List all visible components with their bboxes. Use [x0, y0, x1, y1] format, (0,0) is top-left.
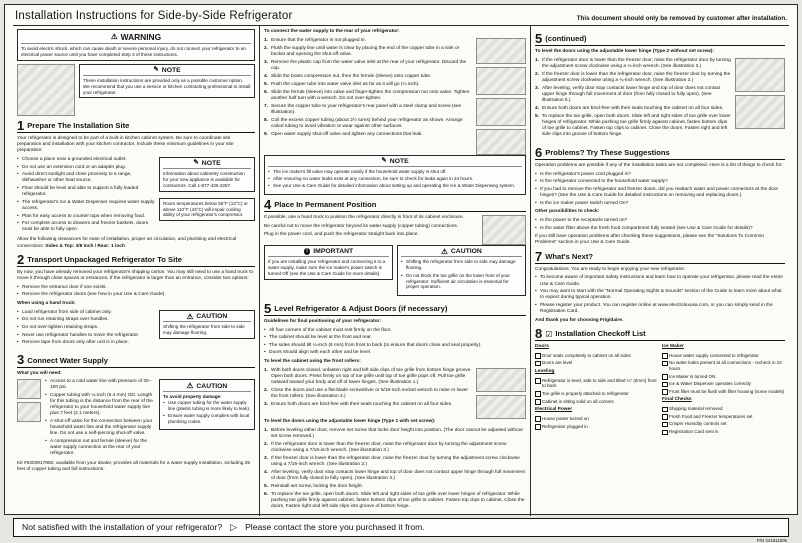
list-item: Remove the plastic cap from the water valve inlet at the rear of your refrigerator. Discard the cap. — [271, 59, 467, 71]
checkoff-heading-leveling: Leveling — [535, 368, 555, 374]
pencil-icon: ✎ — [193, 159, 199, 167]
column-right — [531, 26, 789, 516]
section-8-number: 8 — [535, 325, 543, 341]
section-5-continued-heading — [535, 33, 785, 46]
list-item: Coil the excess copper tubing (about 2½ turns) behind your refrigerator as shown. Arrange coiled tubing to avoid vibration or wear against other surfaces. — [271, 117, 463, 129]
list-item: Fresh Food and Freezer temperatures set — [662, 414, 785, 420]
section-4-p3: Plug in the power cord, and push the refrigerator straight back into place. — [264, 232, 419, 238]
page-title: Installation Instructions for Side-by-Side Refrigerator — [15, 10, 293, 22]
warning-text: To avoid electric shock, which can cause death or severe personal injury, do not connect your refrigerator to an electrical power source until you have completed Step 3 of these instructions. — [21, 46, 246, 57]
water-note-box — [264, 155, 526, 195]
list-item: • Plan for easy access to counter tops when removing food. — [17, 214, 155, 220]
list-item: • Access to a cold water line with pressure of 30–100 psi. — [45, 379, 155, 391]
list-item: House water supply connected to refrigerator — [662, 353, 785, 359]
warning-box — [17, 29, 255, 61]
list-item: • After ensuring no water leaks exist at any connection, be sure to check for leaks again in 24 hours. — [268, 176, 522, 182]
checkoff-right-column — [662, 344, 785, 438]
list-item: If the refrigerator door is lower than the freezer door, raise the refrigerator door by turning the adjustment screw clockwise using a ¼-inch wrench. (See illustration 3.) — [542, 57, 731, 69]
list-item: Registration Card sent in — [662, 429, 785, 435]
list-item: • The ice maker's fill valve may operate noisily if the household water supply is shut off. — [268, 169, 522, 175]
section-6-closing: If you still have operation problems after checking these suggestions, please see the "Solutions To Common Problems" section in your Use & Care Guide. — [535, 234, 765, 246]
list-item: • Do not use an extension cord or an adapter plug. — [17, 165, 155, 171]
section-5-continued-number: 5 — [535, 31, 543, 46]
list-item: Shipping material removed — [662, 406, 785, 412]
ice-maker-checklist — [662, 353, 785, 395]
pencil-icon: ✎ — [381, 156, 387, 164]
section-7-title: What's Next? — [545, 251, 594, 261]
water-note-list — [268, 169, 522, 190]
room-temperature-note-box — [159, 198, 255, 222]
list-item: After leveling, verify door stop contacts lower hinge and top of door does not contact upper hinge through full movement of door (from fully closed to fully open). (See illustration 4.) — [271, 469, 525, 481]
list-item: Push the copper tube into water valve inlet as far as it will go (¼ inch). — [271, 81, 420, 87]
front-rollers-steps — [264, 368, 472, 410]
list-item: Before leveling either door, remove set screw that locks door height into position. (The door cannot be adjusted without set screw removed.) — [271, 427, 523, 439]
column-middle — [259, 26, 531, 516]
list-item: House power turned on — [535, 416, 658, 422]
caution-label: CAUTION — [450, 248, 482, 256]
list-item: • Do not run retaining straps over handles. — [17, 317, 155, 323]
flooring-caution-box — [159, 310, 255, 339]
list-item: Ensure that the refrigerator is not plugged in. — [271, 37, 366, 43]
important-label: IMPORTANT — [313, 247, 354, 255]
property-damage-caution-list — [163, 400, 251, 425]
caution-triangle-icon: ⚠ — [186, 311, 194, 321]
list-item: • Load refrigerator from side of cabinet only. — [17, 310, 155, 316]
type2-hinge-row — [535, 58, 785, 143]
list-item: • If you had to remove the refrigerator and freezer doors, did you reattach water and power connectors at the door hinges? (See the Use & Care Guide for detailed instructions on removing and replacing doors.) — [535, 187, 785, 199]
section-6-title: Problems? Try These Suggestions — [545, 147, 670, 157]
section-2-body-row — [17, 310, 255, 351]
section-4-text — [264, 215, 478, 241]
list-item: • Copper tubing with ¼-inch (6.4 mm) OD. Length for this tubing is the distance from the rear of the refrigerator to your household water supply line plus 7 feet (2.1 meters). — [45, 393, 155, 418]
other-possibilities-list — [535, 218, 785, 232]
list-item: • Is the ice maker power switch turned On? — [535, 201, 785, 207]
section-7-intro: Congratulations. You are ready to begin enjoying your new refrigerator. — [535, 266, 686, 272]
warning-label: WARNING — [120, 32, 162, 42]
list-item: • Doors should align with each other and be level. — [264, 350, 526, 356]
note-header — [83, 67, 251, 76]
section-7-heading — [535, 248, 785, 264]
list-item: Front filter must be flush with filter housing (some models) — [662, 389, 785, 395]
property-damage-caution-box — [159, 379, 255, 430]
list-item: • Choose a place near a grounded electrical outlet. — [17, 157, 155, 163]
intro-note-box — [79, 64, 255, 99]
list-item: • See your Use & Care Guide for detailed information about setting up and operating the Ice & Water Dispensing system. — [268, 183, 522, 189]
satisfaction-question: Not satisfied with the installation of your refrigerator? — [22, 522, 223, 533]
list-item: If the refrigerator door is lower than the freezer door, raise the refrigerator door by turning the adjustment screw clockwise using a 7/16-inch wrench. (See illustration 3.) — [271, 441, 507, 453]
caution-label: CAUTION — [196, 382, 228, 390]
checkoff-heading-doors: Doors — [535, 343, 549, 349]
list-item: Close the doors and use a flat-blade screwdriver or 5/16-inch socket wrench to raise or lower the front rollers. (See illustration 2.) — [271, 387, 469, 400]
list-item: • The refrigerator's Ice & Water Dispenser requires water supply access. — [17, 200, 155, 212]
note-label: NOTE — [161, 66, 181, 74]
section-2-heading — [17, 251, 255, 267]
water-valve-inlet-illustration — [476, 38, 526, 64]
column-left — [13, 26, 259, 516]
section-6-intro: Operation problems are possible if any of the installation tasks are not completed. Here is a list of things to check for: — [535, 162, 783, 168]
list-item: Crisper Humidity controls set — [662, 421, 785, 427]
note-header — [163, 160, 251, 169]
property-damage-caution-title: To avoid property damage: — [163, 393, 222, 399]
section-1-title: Prepare The Installation Site — [27, 120, 130, 130]
handtruck-label: When using a hand truck: — [17, 301, 76, 307]
connect-steps-row — [264, 38, 526, 155]
section-2-title: Transport Unpackaged Refrigerator To Site — [27, 254, 182, 264]
section-5-title: Level Refrigerator & Adjust Doors (if necessary) — [274, 303, 448, 313]
section-1-heading — [17, 117, 255, 133]
clearance-text — [17, 237, 255, 249]
electrical-checklist — [535, 416, 658, 429]
leveling-checklist — [535, 378, 658, 405]
supplies-list — [45, 379, 155, 459]
type1-hinge-label: To level the doors using the adjustable lower hinge (Type 1 with set screw): — [264, 418, 436, 424]
document-page — [4, 4, 798, 543]
section-4-p2: Be careful not to move the refrigerator beyond its water supply (copper tubing) connections. — [264, 223, 459, 229]
caution-header — [163, 313, 251, 323]
warning-triangle-icon: ⚠ — [110, 32, 118, 42]
list-item: After leveling, verify door stop contacts lower hinge and top of door does not contact upper hinge through full movement of door (from fully closed to fully open). (See illustration 5.) — [542, 85, 721, 104]
section-7-closing: And thank you for choosing Frigidaire. — [535, 317, 624, 323]
list-item: Secure the copper tube to your refrigerator's rear panel with a steel clamp and screw (see illustration). — [271, 103, 462, 115]
hinge-adjustment-illustration — [735, 58, 785, 92]
water-line-illustration — [17, 379, 41, 399]
list-item: • Do not block the toe grille on the lower front of your refrigerator. Sufficient air circulation is essential for proper operation. — [401, 273, 522, 291]
compression-fitting-illustration — [476, 67, 526, 95]
section-2-number: 2 — [17, 251, 25, 267]
checkoff-heading-final-checks: Final Checks — [662, 397, 692, 403]
caution-label: CAUTION — [196, 313, 228, 321]
section-3-title: Connect Water Supply — [27, 355, 108, 365]
note-label: NOTE — [389, 157, 409, 165]
list-item: • Shifting the refrigerator from side to side may damage flooring. — [401, 259, 522, 271]
whats-next-list — [535, 275, 785, 315]
list-item: • Remove the refrigerator doors (see how in your Use & Care Guide). — [17, 292, 255, 298]
connect-steps-title: To connect the water supply to the rear of your refrigerator: — [264, 29, 400, 34]
list-item: With both doors closed, unfasten right and left side clips of toe grille from bottom hinge groove. Open both doors. Press firmly on top of toe grille until top of toe grille pops off. Pull toe grille outward toward your body and off of lower hinges. (See illustration 1.) — [271, 367, 472, 386]
section-1-notes — [159, 157, 255, 224]
cabinetry-note-text: Information about cabinetry construction for your new appliance is available for contractors. Call 1-877-435-3287. — [163, 171, 245, 188]
caution-header — [401, 248, 522, 258]
satisfaction-answer: Please contact the store you purchased it from. — [245, 522, 425, 533]
door-alignment-illustration — [735, 95, 785, 129]
room-temperature-note-text: Room temperatures below 55°F (13°C) or above 110°F (43°C) will impair cooling ability of your refrigerator's compressor. — [163, 200, 248, 218]
section-4-title: Place In Permanent Position — [274, 199, 377, 209]
section-8-heading — [535, 325, 785, 341]
site-guidelines-list — [17, 157, 155, 235]
section-5-number: 5 — [264, 300, 272, 316]
shutoff-valve-illustration — [17, 402, 41, 422]
note-label: NOTE — [201, 160, 221, 167]
front-roller-illustration — [476, 395, 526, 419]
doors-checklist — [535, 353, 658, 366]
clearance-intro: Allow the following clearances for ease of installation, proper air circulation, and plumbing and electrical connections: — [17, 237, 237, 249]
instruction-sheet-illustration — [17, 64, 75, 116]
toe-grille-illustration — [476, 368, 526, 392]
intro-note-text: These installation instructions are provided only as a possible customer option. We recommend that you use a service or kitchen contracting professional to install your refrigerator. — [83, 77, 251, 95]
content-columns — [13, 26, 789, 516]
caution-header — [163, 382, 251, 392]
toe-grille-caution-list — [401, 259, 522, 290]
list-item: Ice Maker is turned ON. — [662, 374, 785, 380]
pencil-icon: ✎ — [153, 66, 159, 73]
list-item: • For complete access to drawers and freezer baskets, doors must be able to fully open. — [17, 221, 155, 233]
list-item: • Do not over-tighten retaining straps. — [17, 325, 155, 331]
list-item: To replace the toe grille, open both doors. Slide left and right sides of toe grille over lower hinges of refrigerator. While pushing toe grille firmly against cabinet, fasten bottom clips of toe grille to cabinet. Fasten top clips to cabinet. Close the doors. Fasten right and left side clips into groove of bottom hinge. — [542, 113, 731, 138]
list-item: Slide the brass compression nut, then the ferrule (sleeve) onto copper tube. — [271, 73, 432, 79]
toe-grille-caution-box — [397, 245, 526, 296]
list-item: • Please register your product. You can register online at www.electroluxusa.com, or you can simply send in the Registration Card. — [535, 303, 785, 315]
section-1-number: 1 — [17, 117, 25, 133]
caution-triangle-icon: ⚠ — [186, 381, 194, 391]
removal-notice: This document should only be removed by customer after installation. — [576, 15, 787, 22]
handtruck-list — [17, 310, 155, 348]
list-item: • Is the water filter above the fresh food compartment fully seated (see Use & Care Guide for details)? — [535, 226, 785, 232]
arrow-icon: ▷ — [230, 521, 238, 532]
list-item: Ensure both doors are bind-free with their seals touching the cabinet on all four sides. — [271, 402, 453, 408]
list-item: Open water supply shut-off valve and tighten any connections that leak. — [271, 131, 423, 137]
section-3-body-row — [17, 379, 255, 461]
section-2-intro: By now, you have already removed your refrigerator's shipping carton. You may still need to use a hand truck to move it through close spaces or entrances. If the refrigerator is larger than an entrance, consider two options: — [17, 269, 254, 282]
cabinetry-note-box — [159, 157, 255, 192]
important-caution-row — [264, 245, 526, 299]
list-item: • Avoid direct sunlight and close proximity to a range, dishwasher or other heat source. — [17, 172, 155, 184]
list-item: • You may want to start with the "Normal Operating Sights & Sounds" section of the Guide to learn more about what to expect during typical operation. — [535, 289, 785, 301]
checkoff-heading-electrical: Electrical Power — [535, 407, 573, 413]
list-item: Door seals completely to cabinet on all sides — [535, 353, 658, 359]
list-item: • Remove the entrance door if one exists. — [17, 285, 255, 291]
list-item: Reinstall set screw, locking the door height. — [271, 483, 363, 489]
kit-text: Kit #5303917950, available from your dealer, provides all materials for a water supply installation, including 25 feet of copper tubing and full instructions. — [17, 461, 251, 473]
section-2-caution-col — [159, 310, 255, 342]
list-item: Flush the supply line until water is clear by placing the end of the copper tube in a sink or bucket and opening the shut-off valve. — [271, 45, 460, 57]
section-5-heading — [264, 300, 526, 316]
list-item: Ensure both doors are bind-free with their seals touching the cabinet on all four sides. — [542, 106, 724, 112]
list-item: • To become aware of important safety instructions and learn how to operate your refrigerator, please read the entire Use & Care Guide. — [535, 275, 785, 287]
list-item: No water leaks present at all connections - recheck in 24 hours — [662, 360, 785, 371]
section-6-heading — [535, 144, 785, 160]
section-4-p1: If possible, use a hand truck to position the refrigerator directly in front of its cabinet enclosure. — [264, 214, 464, 220]
list-item: • The cabinet should be level at the front and rear. — [264, 335, 526, 341]
list-item: Toe grille is properly attached to refrigerator — [535, 391, 658, 397]
important-text: If you are installing your refrigerator and connecting it to a water supply, make sure the ice maker's power switch is turned Off (see the Use & Care Guide for more details). — [268, 258, 386, 276]
caution-triangle-icon: ⚠ — [441, 246, 448, 256]
section-5-continued-title: (continued) — [545, 34, 587, 44]
list-item: Refrigerator plugged in — [535, 424, 658, 430]
connect-steps-list — [264, 38, 472, 140]
connect-illustrations — [476, 38, 526, 155]
list-item: • The sides should tilt ¼-inch (6 mm) from front to back (to ensure that doors close and seal properly). — [264, 343, 526, 349]
section-7-number: 7 — [535, 248, 543, 264]
problems-checklist — [535, 172, 785, 207]
satisfaction-banner — [13, 518, 789, 537]
important-box — [264, 245, 393, 280]
list-item: If the freezer door is lower than the refrigerator door, raise the freezer door by turning the adjustment screw clockwise using a ¼-inch wrench. (See illustration 3.) — [542, 71, 731, 83]
checkoff-left-column — [535, 344, 658, 432]
list-item: • A shut-off valve for the connection between your household water line and the refrigerator supply line. Do not use a self-piercing shut-off valve. — [45, 419, 155, 437]
document-header — [13, 8, 789, 26]
section-1-intro: Your refrigerator is designed to be part of a built-in kitchen cabinet system. Be sure to coordinate site preparation and installation with your kitchen contractor. Include these minimum guidelines in your site preparation: — [17, 135, 234, 154]
section-8-title: Installation Checkoff List — [555, 328, 646, 338]
list-item: • Is the power to the receptacle turned on? — [535, 218, 785, 224]
coiled-tubing-illustration — [476, 129, 526, 155]
intro-note-row — [17, 64, 255, 116]
type2-hinge-steps — [535, 58, 731, 140]
checkoff-columns — [535, 344, 785, 438]
section-4-body-row — [264, 215, 526, 245]
list-item: • Floor should be level and able to support a fully loaded refrigerator. — [17, 186, 155, 198]
flooring-caution-text: Shifting the refrigerator from side to side may damage flooring. — [163, 324, 245, 336]
guidelines-label: Guidelines for final positioning of your refrigerator: — [264, 318, 381, 324]
list-item: • A compression nut and ferrule (sleeve) for the water supply connection at the rear of your refrigerator. — [45, 439, 155, 457]
list-item: Ice & Water Dispenser operates correctly — [662, 381, 785, 387]
list-item: Cabinet is sitting solid on all corners — [535, 399, 658, 405]
document-footer — [13, 516, 789, 543]
list-item: • Ensure water supply complies with local plumbing codes. — [163, 413, 251, 425]
supply-illustrations — [17, 379, 41, 422]
exclamation-icon: ! — [304, 248, 311, 255]
checkoff-heading-ice-maker: Ice Maker — [662, 343, 684, 349]
section-4-number: 4 — [264, 196, 272, 212]
section-6-number: 6 — [535, 144, 543, 160]
list-item: • Is the refrigerator's power cord plugged in? — [535, 172, 785, 178]
section-4-heading — [264, 196, 526, 212]
list-item: • Use copper tubing for the water supply line (plastic tubing is more likely to leak). — [163, 400, 251, 412]
list-item: • All four corners of the cabinet must rest firmly on the floor. — [264, 328, 526, 334]
section-3-caution-col — [159, 379, 255, 433]
section-3-number: 3 — [17, 352, 25, 368]
checkbox-checked-icon: ☑ — [545, 329, 553, 339]
clearance-values: Sides & Top: 3/8 inch / Rear: 1 inch — [45, 243, 125, 249]
section-1-body-row — [17, 157, 255, 237]
note-header — [268, 158, 522, 167]
roller-illustrations — [476, 368, 526, 419]
what-you-need-label: What you will need: — [17, 370, 62, 376]
section-3-heading — [17, 354, 255, 367]
final-checks-checklist — [662, 406, 785, 435]
type2-hinge-label: To level the doors using the adjustable lower hinge (Type 2 without set screw): — [535, 49, 714, 55]
part-number: P/N 241811505 — [756, 537, 787, 543]
list-item: Refrigerator is level, side to side and tilted ¼" (6mm) front to back — [535, 378, 658, 389]
important-header — [268, 248, 389, 257]
tube-clamp-illustration — [476, 98, 526, 126]
list-item: To replace the toe grille, open both doors. Slide left and right sides of toe grille over lower hinges of refrigerator. While pushing toe grille firmly against cabinet, fasten bottom clips of toe grille to cabinet. Fasten top clips to cabinet. Close the doors. Fasten right and left side clips into groove of bottom hinge. — [271, 491, 525, 509]
list-item: • Is the refrigerator connected to the household water supply? — [535, 179, 785, 185]
list-item: • Remove tape from doors only after unit is in place. — [17, 340, 155, 346]
front-rollers-row — [264, 368, 526, 419]
position-refrigerator-illustration — [482, 215, 526, 245]
warning-header — [21, 32, 251, 44]
list-item: If the freezer door is lower than the refrigerator door, raise the freezer door by turning the adjustment screw clockwise using a 7/16-inch wrench. (See illustration 3.) — [271, 455, 520, 467]
list-item: Slide the ferrule (sleeve) into valve and finger-tighten the compression nut onto valve. Tighten another half turn with a wrench. Do not over-tighten. — [271, 89, 470, 101]
list-item: Doors are level — [535, 360, 658, 366]
other-possibilities-label: Other possibilities to check: — [535, 209, 600, 215]
guidelines-list — [264, 328, 526, 357]
list-item: • Never use refrigerator handles to move the refrigerator. — [17, 333, 155, 339]
entrance-options-list — [17, 285, 255, 299]
type1-hinge-steps — [264, 428, 526, 510]
front-rollers-label: To level the cabinet using the front rollers: — [264, 359, 361, 365]
hinge-illustrations — [735, 58, 785, 129]
